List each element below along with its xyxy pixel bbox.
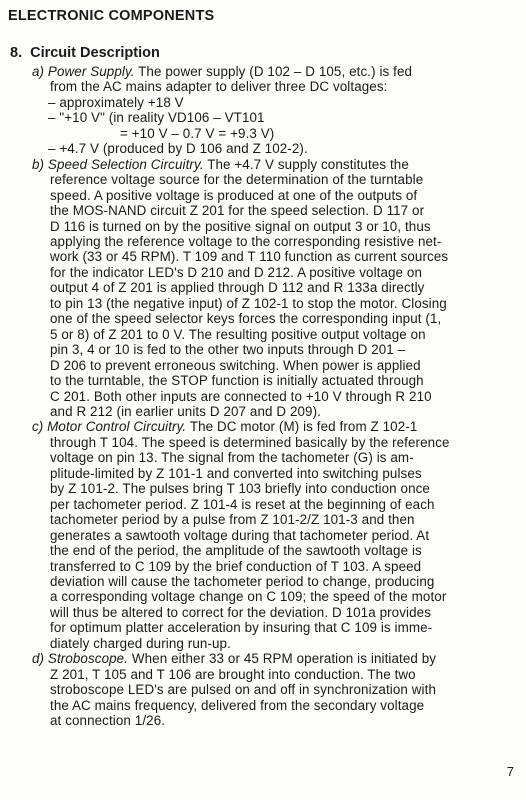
- text-line: reference voltage source for the determination of the turntable: [50, 172, 424, 188]
- section-heading: [10, 45, 160, 61]
- text-line: D 206 to prevent erroneous switching. When power is applied: [50, 357, 421, 373]
- text-line: generates a sawtooth voltage during that tachometer period. At: [50, 527, 430, 543]
- text-line: diately charged during run-up.: [50, 635, 231, 651]
- text-line: The power supply (D 102 – D 105, etc.) is fed: [134, 64, 413, 79]
- text-line: When either 33 or 45 RPM operation is initiated by: [128, 651, 437, 667]
- paragraph-speed-selection: [32, 157, 520, 420]
- text-line: 5 or 8) of Z 201 to 0 V. The resulting positive output voltage on: [50, 326, 426, 342]
- text-line: at connection 1/26.: [50, 713, 166, 729]
- text-line: the AC mains frequency, delivered from the secondary voltage: [50, 697, 425, 713]
- text-line: the end of the period, the amplitude of the sawtooth voltage is: [50, 543, 422, 559]
- page-header: ELECTRONIC COMPONENTS: [8, 8, 215, 24]
- text-line: C 201. Both other inputs are connected to +10 V through R 210: [50, 388, 432, 404]
- text-line: voltage on pin 13. The signal from the tachometer (G) is am-: [50, 450, 414, 466]
- text-line: applying the reference voltage to the corresponding resistive net-: [50, 233, 442, 249]
- list-item: – approximately +18 V: [48, 94, 184, 110]
- body-text: [32, 64, 520, 728]
- text-line: for optimum platter acceleration by insuring that C 109 is imme-: [50, 620, 433, 636]
- section-title: Circuit Description: [30, 45, 160, 61]
- paragraph-power-supply: [32, 64, 520, 157]
- text-line: per tachometer period. Z 101-4 is reset at the beginning of each: [50, 496, 435, 512]
- paragraph-motor-control: [32, 419, 520, 651]
- text-line: a corresponding voltage change on C 109; the speed of the motor: [50, 589, 447, 605]
- text-line: The DC motor (M) is fed from Z 102-1: [186, 419, 418, 435]
- text-line: tachometer period by a pulse from Z 101-2/Z 101-3 and then: [50, 512, 415, 528]
- text-line: to pin 13 (the negative input) of Z 102-1 to stop the motor. Closing: [50, 295, 447, 311]
- section-number: 8.: [10, 45, 23, 61]
- text-line: to the turntable, the STOP function is initially actuated through: [50, 373, 424, 389]
- text-line: deviation will cause the tachometer period to change, producing: [50, 573, 435, 589]
- list-item: – +4.7 V (produced by D 106 and Z 102-2).: [48, 141, 308, 157]
- stroboscope-label: d) Stroboscope.: [32, 651, 129, 667]
- text-line: by Z 101-2. The pulses bring T 103 briefly into conduction once: [50, 481, 430, 497]
- text-line: the MOS-NAND circuit Z 201 for the speed selection. D 117 or: [50, 203, 425, 219]
- text-line: for the indicator LED's D 210 and D 212. A positive voltage on: [50, 264, 423, 280]
- text-line: pin 3, 4 or 10 is fed to the other two inputs through D 201 –: [50, 342, 406, 358]
- text-line: work (33 or 45 RPM). T 109 and T 110 function as current sources: [50, 249, 449, 265]
- text-line: one of the speed selector keys forces the corresponding input (1,: [50, 311, 442, 327]
- text-line: D 116 is turned on by the positive signal on output 3 or 10, thus: [50, 218, 431, 234]
- text-line: and R 212 (in earlier units D 207 and D 209).: [50, 403, 321, 419]
- text-line: Z 201, T 105 and T 106 are brought into conduction. The two: [50, 666, 416, 682]
- formula-line: = +10 V – 0.7 V = +9.3 V): [120, 125, 275, 141]
- motor-control-label: c) Motor Control Circuitry.: [32, 419, 187, 435]
- text-line: The +4.7 V supply constitutes the: [203, 156, 409, 172]
- text-line: from the AC mains adapter to deliver three DC voltages:: [50, 79, 388, 95]
- list-item: – "+10 V" (in reality VD106 – VT101: [48, 110, 265, 126]
- text-line: transferred to C 109 by the brief conduction of T 103. A speed: [50, 558, 422, 574]
- text-line: output 4 of Z 201 is applied through D 112 and R 133a directly: [50, 280, 425, 296]
- text-line: plitude-limited by Z 101-1 and converted into switching pulses: [50, 465, 422, 481]
- text-line: speed. A positive voltage is produced at one of the outputs of: [50, 187, 418, 203]
- text-line: stroboscope LED's are pulsed on and off in synchronization with: [50, 682, 437, 698]
- speed-selection-label: b) Speed Selection Circuitry.: [32, 156, 204, 172]
- text-line: will thus be altered to correct for the deviation. D 101a provides: [50, 604, 431, 620]
- paragraph-stroboscope: [32, 651, 520, 728]
- page-number: 7: [506, 764, 514, 779]
- power-supply-label: a) Power Supply.: [32, 64, 135, 79]
- text-line: through T 104. The speed is determined basically by the reference: [50, 434, 450, 450]
